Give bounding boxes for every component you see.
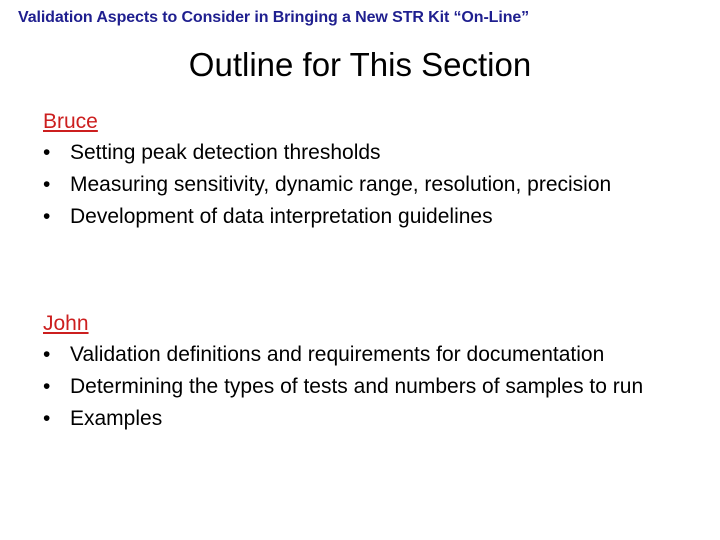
list-item xyxy=(43,374,703,399)
slide-header: Validation Aspects to Consider in Bringing a New STR Kit “On-Line” xyxy=(18,9,530,26)
presenter-john: John xyxy=(43,312,89,335)
list-item xyxy=(43,140,703,165)
bullet-icon: • xyxy=(43,141,51,164)
item-text: Development of data interpretation guidelines xyxy=(70,205,493,228)
bullet-icon: • xyxy=(43,343,51,366)
item-text: Measuring sensitivity, dynamic range, resolution, precision xyxy=(70,173,612,196)
list-item xyxy=(43,342,703,367)
item-text: Setting peak detection thresholds xyxy=(70,141,381,164)
list-item xyxy=(43,406,703,431)
bullet-icon: • xyxy=(43,407,51,430)
list-item xyxy=(43,172,703,197)
list-item xyxy=(43,204,703,229)
presenter-bruce: Bruce xyxy=(43,110,98,133)
item-text: Determining the types of tests and numbers of samples to run xyxy=(70,375,644,398)
bullet-icon: • xyxy=(43,375,51,398)
item-text: Examples xyxy=(70,407,163,430)
slide-title-text: Outline for This Section xyxy=(188,46,532,83)
bullet-icon: • xyxy=(43,173,51,196)
section-john xyxy=(43,311,703,438)
john-item-list xyxy=(43,342,703,431)
slide-title xyxy=(0,46,720,84)
bullet-icon: • xyxy=(43,205,51,228)
item-text: Validation definitions and requirements for documentation xyxy=(70,343,605,366)
section-bruce xyxy=(43,109,703,236)
bruce-item-list xyxy=(43,140,703,229)
